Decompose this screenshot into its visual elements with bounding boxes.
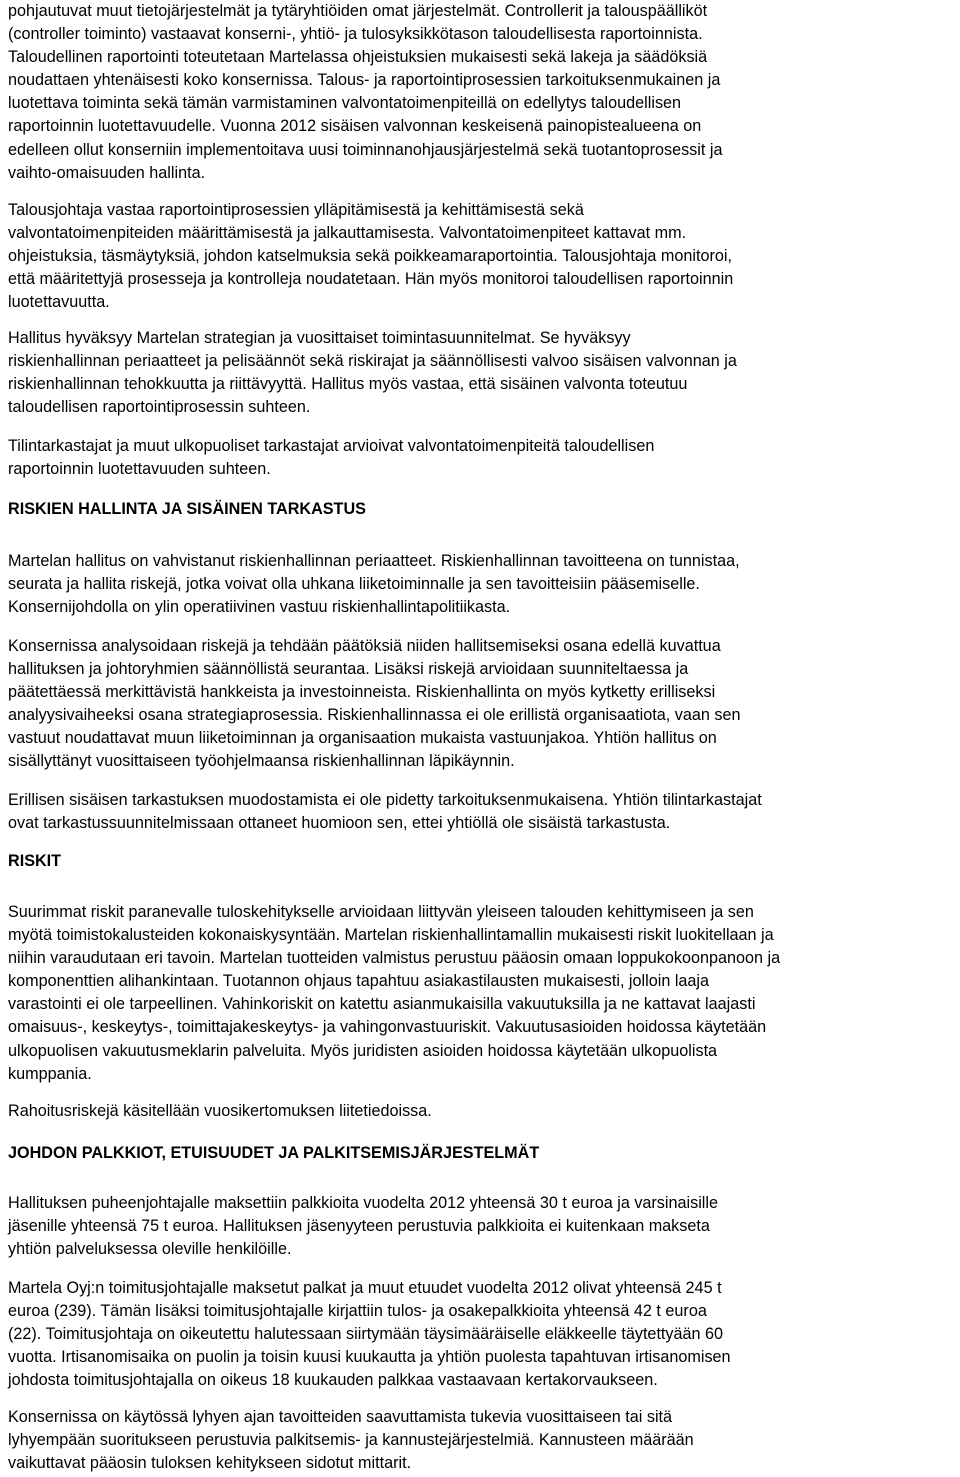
text-line: ohjeistuksia, täsmäytyksiä, johdon katselmuksia sekä poikkeamaraportointia. Talousjohtaja monitoroi, [8,247,733,266]
text-line: Suurimmat riskit paranevalle tuloskehitykselle arvioidaan liittyvän yleiseen talouden kehittymiseen ja sen [8,903,754,921]
text-line: kumppania. [8,1064,92,1083]
paragraph-risk-principles [8,550,956,619]
text-line: jäsenille yhteensä 75 t euroa. Hallituksen jäsenyyteen perustuvia palkkioita ei kuitenkaan makseta [8,1217,710,1236]
text-line: vaihto-omaisuuden hallinta. [8,163,206,182]
text-line: Hallitus hyväksyy Martelan strategian ja vuosittaiset toimintasuunnitelmat. Se hyväksyy [8,329,631,347]
paragraph-board-approval [8,327,956,419]
text-line: myötä toimistokalusteiden kokonaiskysyntään. Martelan riskienhallintamallin mukaisesti riskit luokitellaan ja [8,926,774,945]
section-heading-risk-management: RISKIEN HALLINTA JA SISÄINEN TARKASTUS [8,500,366,518]
text-line: luotettava toiminta sekä tämän varmistaminen valvontatoimenpiteillä on edellytys taloudellisen [8,94,682,113]
text-line: Taloudellinen raportointi toteutetaan Martelassa ohjeistuksien mukaisesti sekä lakeja ja säädöksiä [8,48,708,67]
text-line: että määritettyjä prosesseja ja kontrolleja noudatetaan. Hän myös monitoroi taloudellisen raportoinnin [8,270,734,289]
text-line: varastointi ei ole tarpeellinen. Vahinkoriskit on katettu asianmukaisilla vakuutuksilla ja ne kattavat laajasti [8,995,756,1014]
text-line: Hallituksen puheenjohtajalle maksettiin palkkioita vuodelta 2012 yhteensä 30 t euroa ja varsinaisille [8,1194,718,1212]
text-line: komponenttien alihankintaan. Tuotannon ohjaus tapahtuu asiakastilausten mukaisesti, jolloin laaja [8,972,710,991]
text-line: Konsernissa analysoidaan riskejä ja tehdään päätöksiä niiden hallitsemiseksi osana edellä kuvattua [8,637,721,655]
paragraph-board-fees [8,1192,956,1261]
text-line: omaisuus-, keskeytys-, toimittajakeskeytys- ja vahingonvastuuriskit. Vakuutusasioiden hoidossa käytetään [8,1018,767,1037]
text-line: valvontatoimenpiteiden määrittämisestä ja jalkauttamisesta. Valvontatoimenpiteet kattavat mm. [8,224,687,243]
text-line: Erillisen sisäisen tarkastuksen muodostamista ei ole pidetty tarkoituksenmukaisena. Yhtiön tilintarkastajat [8,791,762,809]
text-line: Konsernijohdolla on ylin operatiivinen vastuu riskienhallintapolitiikasta. [8,598,511,617]
text-line: hallituksen ja johtoryhmien säännöllistä seurantaa. Lisäksi riskejä arvioidaan suunniteltaessa ja [8,660,689,679]
text-line: Talousjohtaja vastaa raportointiprosessien ylläpitämisestä ja kehittämisestä sekä [8,201,584,219]
text-line: taloudellisen raportointiprosessin suhteen. [8,398,311,417]
text-line: johdosta toimitusjohtajalla on oikeus 18 kuukauden palkkaa vastaavaan kertakorvaukseen. [8,1371,658,1390]
text-line: noudattaen yhtenäisesti koko konsernissa. Talous- ja raportointiprosessien tarkoituksenmukainen ja [8,71,721,90]
text-line: analyysivaiheeksi osana strategiaprosessia. Riskienhallinnassa ei ole erillistä organisaatiota, vaan sen [8,706,741,725]
paragraph-ceo-compensation [8,1277,956,1392]
text-line: seurata ja hallita riskejä, jotka voivat olla uhkana liiketoiminnalle ja sen tavoitteisiin pääsemiselle. [8,575,700,594]
paragraph-financial-risks [8,1100,956,1123]
text-line: raportoinnin luotettavuuden suhteen. [8,460,271,479]
text-line: raportoinnin luotettavuudelle. Vuonna 2012 sisäisen valvonnan keskeisenä painopistealueena on [8,117,702,136]
text-line: yhtiön palveluksessa oleville henkilöille. [8,1240,292,1259]
text-line: sisällyttänyt vuosittaiseen työohjelmaansa riskienhallinnan läpikäynnin. [8,752,515,771]
text-line: vaikuttavat pääosin tuloksen kehitykseen sidotut mittarit. [8,1454,412,1473]
text-line: riskienhallinnan periaatteet ja pelisäännöt sekä riskirajat ja säännöllisesti valvoo sisäisen valvonnan ja [8,352,737,371]
text-line: vuotta. Irtisanomisaika on puolin ja toisin kuusi kuukautta ja yhtiön puolesta tapahtuvan irtisanomisen [8,1348,731,1367]
paragraph-internal-audit [8,789,956,835]
text-line: Martela Oyj:n toimitusjohtajalle maksetut palkat ja muut etuudet vuodelta 2012 olivat yhteensä 245 t [8,1279,722,1297]
text-line: Konsernissa on käytössä lyhyen ajan tavoitteiden saavuttamista tukevia vuosittaiseen tai sitä [8,1408,673,1426]
paragraph-auditors [8,435,956,481]
text-line: niihin varaudutaan eri tavoin. Martelan tuotteiden valmistus perustuu pääosin omaan loppukokoonpanoon ja [8,949,781,968]
text-line: ovat tarkastussuunnitelmissaan ottaneet huomioon sen, ettei yhtiöllä ole sisäistä tarkastusta. [8,814,671,833]
section-heading-risks: RISKIT [8,852,62,870]
paragraph-risk-analysis [8,635,956,774]
text-line: (22). Toimitusjohtaja on oikeutettu halutessaan siirtymään täysimääräiselle eläkkeelle täytettyään 60 [8,1325,724,1344]
text-line: vastuut noudattavat muun liiketoiminnan ja organisaation mukaista vastuunjakoa. Yhtiön hallitus on [8,729,717,748]
text-line: (controller toiminto) vastaavat konserni-, yhtiö- ja tulosyksikkötason taloudellisesta raportoinnista. [8,25,703,44]
text-line: edelleen ollut konserniin implementoitava uusi toiminnanohjausjärjestelmä sekä tuotantoprosessit ja [8,140,723,159]
paragraph-incentive-systems [8,1406,956,1475]
text-line: pohjautuvat muut tietojärjestelmät ja tytäryhtiöiden omat järjestelmät. Controllerit ja talouspäälliköt [8,2,708,20]
text-line: ulkopuolisen vakuutusmeklarin palveluita. Myös juridisten asioiden hoidossa käytetään ulkopuolista [8,1041,718,1060]
text-line: Rahoitusriskejä käsitellään vuosikertomuksen liitetiedoissa. [8,1102,432,1120]
text-line: Martelan hallitus on vahvistanut riskienhallinnan periaatteet. Riskienhallinnan tavoitteena on tunnistaa, [8,552,740,570]
paragraph-cfo-responsibility [8,199,956,314]
text-line: Tilintarkastajat ja muut ulkopuoliset tarkastajat arvioivat valvontatoimenpiteitä taloudellisen [8,437,655,455]
text-line: riskienhallinnan tehokkuutta ja riittävyyttä. Hallitus myös vastaa, että sisäinen valvonta toteutuu [8,375,688,394]
text-line: euroa (239). Tämän lisäksi toimitusjohtajalle kirjattiin tulos- ja osakepalkkioita yhteensä 42 t euroa [8,1302,707,1321]
text-line: päätettäessä merkittävistä hankkeista ja investoinneista. Riskienhallinta on myös kytketty erilliseksi [8,683,716,702]
text-line: luotettavuutta. [8,293,110,312]
paragraph-major-risks [8,901,956,1086]
section-heading-management-remuneration: JOHDON PALKKIOT, ETUISUUDET JA PALKITSEMISJÄRJESTELMÄT [8,1144,540,1162]
paragraph-financial-reporting [8,0,956,185]
text-line: lyhyempään suoritukseen perustuvia palkitsemis- ja kannustejärjestelmiä. Kannusteen määrään [8,1431,694,1450]
